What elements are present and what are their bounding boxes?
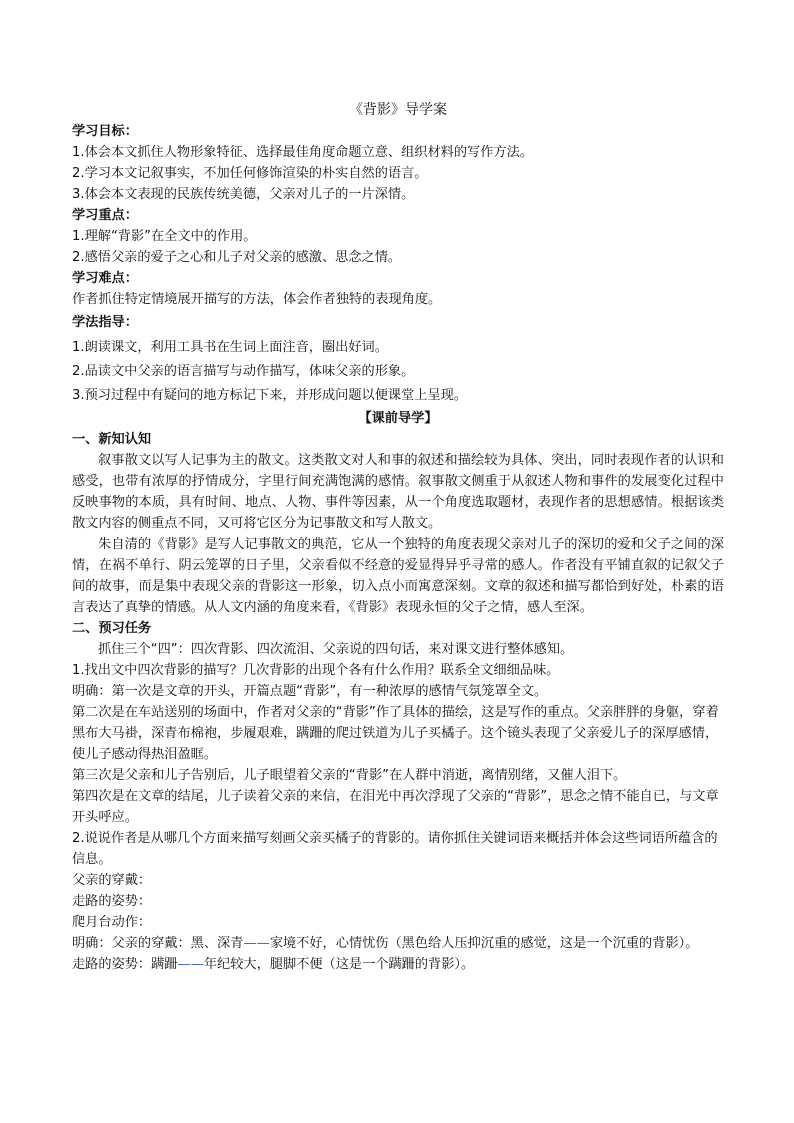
method-item: 1.朗读课文，利用工具书在生词上面注音，圈出好词。	[72, 340, 388, 355]
blank-climbing: 爬月台动作：	[72, 915, 152, 930]
method-item: 2.品读文中父亲的语言描写与动作描写，体味父亲的形象。	[72, 364, 415, 379]
page-title: 《背影》导学案	[349, 102, 447, 118]
answer-clothing-post: 家境不好，心情忧伤（黑色给人压抑沉重的感觉，这是一个沉重的背影）。	[269, 936, 699, 951]
goal-item: 3.体会本文表现的民族传统美德，父亲对儿子的一片深情。	[72, 187, 415, 202]
key-item: 2.感悟父亲的爱子之心和儿子对父亲的感激、思念之情。	[72, 250, 402, 265]
answer-clothing-pre: 明确：父亲的穿戴：黑、深青	[72, 936, 244, 951]
part2-intro: 抓住三个“四”：四次背影、四次流泪、父亲说的四句话，来对课文进行整体感知。	[98, 642, 574, 657]
part1-paragraph: 叙事散文以写人记事为主的散文。这类散文对人和事的叙述和描绘较为具体、突出，同时表现作者的认识和感受，也带有浓厚的抒情成分，字里行间充满饱满的感情。叙事散文侧重于从叙述人物和事件的发展变化过程中反映事物的本质，具有时间、地点、人物、事件等因素，从一个角度选取题材，表现作者的思想感情。根据该类散文内容的侧重点不同，又可将它区分为记事散文和写人散文。	[72, 453, 724, 531]
answer-1-line-4: 第四次是在文章的结尾，儿子读着父亲的来信，在泪光中再次浮现了父亲的“背影”，思念之情不能自已，与文章开头呼应。	[72, 789, 719, 825]
answer-clothing	[72, 933, 724, 954]
answer-1-line-2: 第二次是在车站送别的场面中，作者对父亲的“背影”作了具体的描绘，这是写作的重点。父亲胖胖的身躯，穿着黑布大马褂，深青布棉袍，步履艰难，蹒跚的爬过铁道为儿子买橘子。这个镜头表现了父亲爱儿子的深厚感情，使儿子感动得热泪盈眶。	[72, 705, 719, 762]
part2-heading: 二、预习任务	[72, 621, 152, 636]
part1-paragraph: 朱自清的《背影》是写人记事散文的典范，它从一个独特的角度表现父亲对儿子的深切的爱和父子之间的深情，在祸不单行、阴云笼罩的日子里，父亲看似不经意的爱显得异乎寻常的感人。作者没有平铺直叙的记叙父子间的故事，而是集中表现父亲的背影这一形象，切入点小而寓意深刻。文章的叙述和描写都恰到好处，朴素的语言表达了真挚的情感。从人文内涵的角度来看，《背影》表现永恒的父子之情，感人至深。	[72, 537, 724, 615]
answer-walking	[72, 954, 724, 975]
key-item: 1.理解“背影”在全文中的作用。	[72, 229, 257, 244]
method-item: 3.预习过程中有疑问的地方标记下来，并形成问题以便课堂上呈现。	[72, 388, 468, 403]
blank-clothing: 父亲的穿戴：	[72, 873, 152, 888]
question-2: 2.说说作者是从哪几个方面来描写刻画父亲买橘子的背影的。请你抓住关键词语来概括并体会这些词语所蕴含的信息。	[72, 831, 718, 867]
goal-item: 2.学习本文记叙事实，不加任何修饰渲染的朴实自然的语言。	[72, 166, 428, 181]
goals-heading: 学习目标：	[72, 124, 138, 139]
difficulty-heading: 学习难点：	[72, 271, 138, 286]
method-heading: 学法指导：	[72, 315, 138, 330]
difficulty-text: 作者抓住特定情境展开描写的方法，体会作者独特的表现角度。	[72, 292, 442, 307]
document-body	[72, 100, 724, 975]
question-1: 1.找出文中四次背影的描写？几次背影的出现个各有什么作用？联系全文细细品味。	[72, 663, 560, 678]
blank-walking: 走路的姿势：	[72, 894, 152, 909]
answer-1-line-3: 第三次是父亲和儿子告别后，儿子眼望着父亲的“背影”在人群中消逝，离情别绪，又催人泪下。	[72, 768, 627, 783]
goal-item: 1.体会本文抓住人物形象特征、选择最佳角度命题立意、组织材料的写作方法。	[72, 145, 533, 160]
answer-walking-pre: 走路的姿势：蹒跚	[72, 957, 178, 972]
dash-mark: ——	[243, 936, 270, 951]
section-title: 【课前导学】	[358, 411, 438, 426]
dash-mark: ——	[177, 957, 204, 972]
answer-1-line-1: 明确：第一次是文章的开头，开篇点题“背影”，有一种浓厚的感情气氛笼罩全文。	[72, 684, 548, 699]
part1-heading: 一、新知认知	[72, 432, 152, 447]
answer-walking-post: 年纪较大，腿脚不便（这是一个蹒跚的背影）。	[203, 957, 475, 972]
key-heading: 学习重点：	[72, 208, 138, 223]
